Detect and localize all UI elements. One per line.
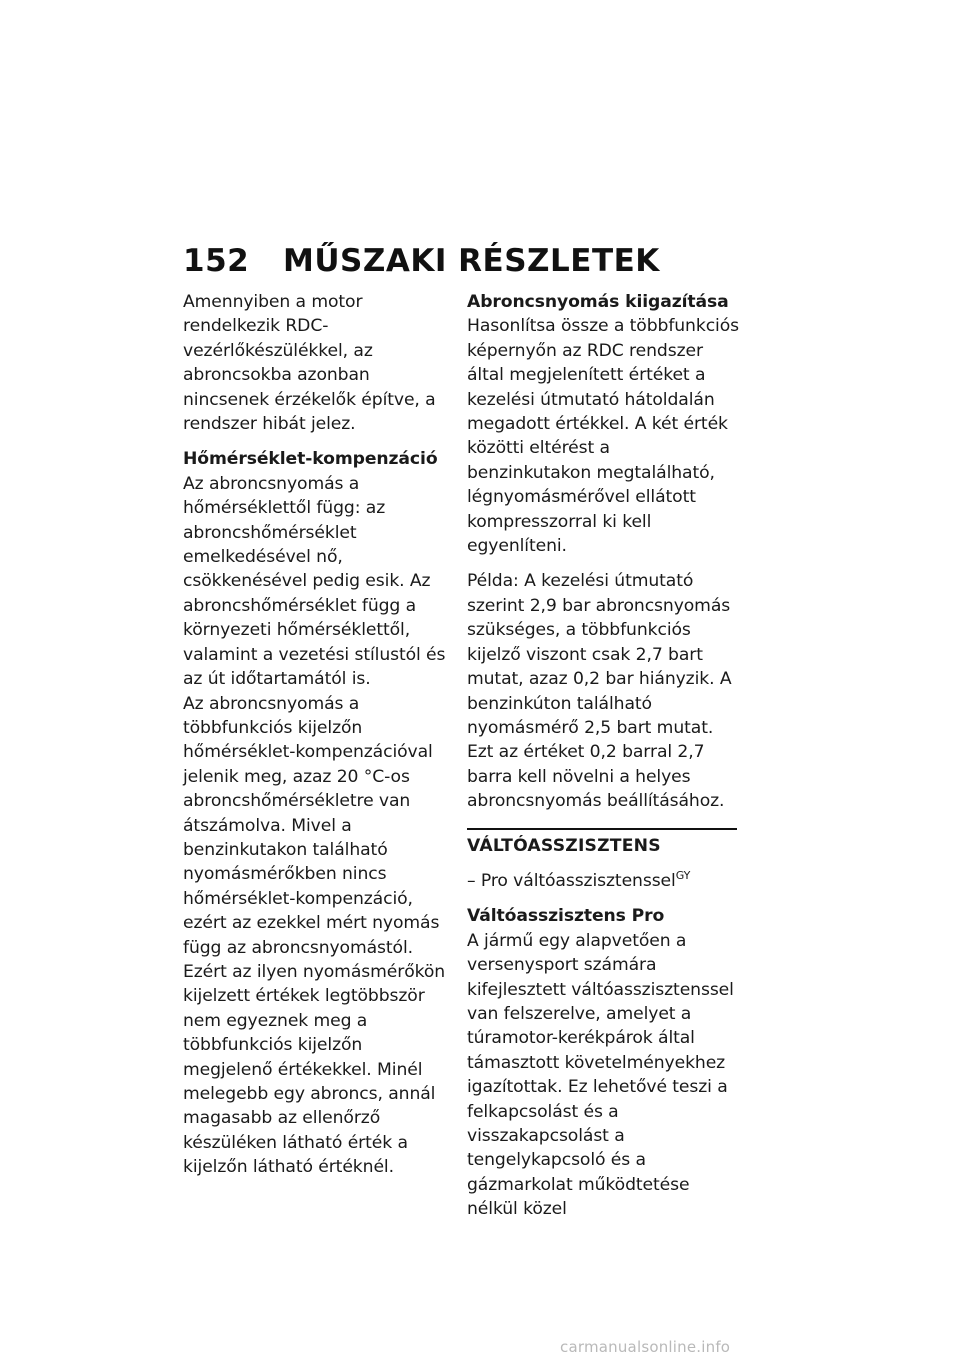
heading-shift-assistant-pro: Váltóasszisztens Pro xyxy=(467,906,665,927)
option-text: – Pro váltóasszisztenssel xyxy=(467,870,676,891)
temperature-paragraph-1: Az abroncsnyomás a hőmérséklettől függ: az abroncshőmérséklet emelkedésével nő, csökkenésével pedig esik. Az abroncshőmérséklet függ a környezeti hőmérséklettől, valamint a vezetési stílustól és az út időtartamától is. xyxy=(183,473,446,690)
right-column xyxy=(467,290,739,1233)
section-divider xyxy=(467,828,737,830)
option-line xyxy=(467,864,739,893)
example-paragraph: Példa: A kezelési útmutató szerint 2,9 bar abroncsnyomás szükséges, a többfunkciós kijelző viszont csak 2,7 bart mutat, azaz 0,2 bar hiányzik. A benzinkúton található nyomásmérő 2,5 bart mutat. Ezt az értéket 0,2 barral 2,7 barra kell növelni a helyes abroncsnyomás beállításához. xyxy=(467,571,732,812)
page-header xyxy=(183,243,660,279)
watermark: carmanualsonline.info xyxy=(560,1338,731,1356)
heading-pressure-adjustment: Abroncsnyomás kiigazítása xyxy=(467,292,729,312)
section-title-shift-assistant: VÁLTÓASSZISZTENS xyxy=(467,835,661,856)
shift-assistant-paragraph: A jármű egy alapvetően a versenysport számára kifejlesztett váltóasszisztenssel van felszerelve, amelyet a túramotor-kerékpárok által támasztott követelményekhez igazítottak. Ez lehetővé teszi a felkapcsolást és a visszakapcsolást a tengelykapcsoló és a gázmarkolat működtetése nélkül közel xyxy=(467,930,734,1220)
intro-paragraph: Amennyiben a motor rendelkezik RDC-vezérlőkészülékkel, az abroncsokba azonban nincsenek érzékelők építve, a rendszer hibát jelez. xyxy=(183,292,436,435)
adjustment-paragraph: Hasonlítsa össze a többfunkciós képernyőn az RDC rendszer által megjelenített értéket a kezelési útmutató hátoldalán megadott értékkel. A két érték közötti eltérést a benzinkutakon megtalálható, légnyomásmérővel ellátott kompresszorral ki kell egyenlíteni. xyxy=(467,316,740,557)
heading-temperature-compensation: Hőmérséklet-kompenzáció xyxy=(183,449,438,470)
page-number: 152 xyxy=(183,243,250,279)
option-code: GY xyxy=(675,868,691,882)
left-column xyxy=(183,290,455,1191)
page-title: MŰSZAKI RÉSZLETEK xyxy=(283,243,660,279)
temperature-paragraph-2: Az abroncsnyomás a többfunkciós kijelzőn hőmérséklet-kompenzációval jelenik meg, azaz 20 °C-os abroncshőmérsékletre van átszámolva. Mivel a benzinkutakon található nyomásmérőkben nincs hőmérséklet-kompenzáció, ezért az ezekkel mért nyomás függ az abroncsnyomástól. Ezért az ilyen nyomásmérőkön kijelzett értékek legtöbbször nem egyeznek meg a többfunkciós kijelzőn megjelenő értékekkel. Minél melegebb egy abroncs, annál magasabb az ellenőrző készüléken látható érték a kijelzőn látható értéknél. xyxy=(183,693,446,1178)
